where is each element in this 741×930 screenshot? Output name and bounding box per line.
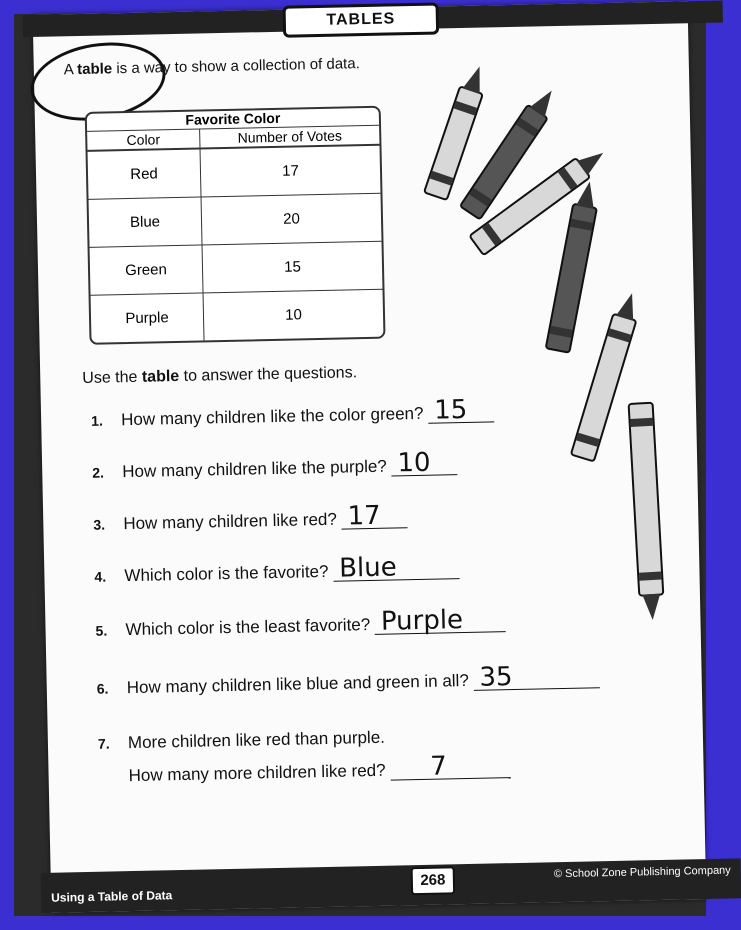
answer-7[interactable]: 7: [390, 753, 510, 781]
table-row: [89, 194, 382, 248]
column-header-color: Color: [87, 129, 200, 149]
table-title: Favorite Color: [87, 108, 379, 132]
intro-text: A table is a way to show a collection of data.: [63, 55, 360, 79]
crayon-icon: [628, 402, 665, 597]
cell-votes: 15: [283, 258, 302, 276]
question-6: 6. How many children like blue and green in all? 35: [96, 663, 599, 699]
footer-copyright: © School Zone Publishing Company: [553, 864, 731, 881]
table-row: [88, 146, 381, 200]
cell-color: Green: [90, 245, 204, 294]
footer-section-title: Using a Table of Data: [51, 888, 173, 905]
cell-color: Blue: [89, 197, 203, 246]
question-3: 3. How many children like red? 17: [93, 503, 408, 535]
worksheet-photo: [14, 10, 731, 916]
question-1: 1. How many children like the color green? 15: [91, 397, 495, 430]
cell-color: Red: [88, 149, 202, 198]
instructions: Use the table to answer the questions.: [82, 364, 358, 387]
answer-2[interactable]: 10: [391, 450, 458, 476]
crayon-icon: [570, 313, 638, 463]
page-number: 268: [411, 866, 456, 895]
answer-6[interactable]: 35: [473, 663, 599, 691]
question-5: 5. Which color is the least favorite? Purple: [95, 607, 506, 641]
page-title: TABLES: [283, 2, 440, 37]
cell-votes: 20: [282, 210, 301, 228]
column-header-votes: Number of Votes: [237, 127, 343, 146]
crayon-icon: [545, 203, 598, 354]
question-2: 2. How many children like the purple? 10: [92, 450, 458, 483]
cell-color: Purple: [91, 293, 205, 342]
cell-votes: 17: [281, 162, 300, 180]
question-4: 4. Which color is the favorite? Blue: [94, 554, 459, 587]
table-row: [91, 290, 384, 343]
favorite-color-table: [85, 106, 386, 345]
answer-4[interactable]: Blue: [333, 554, 459, 582]
worksheet-page: [33, 1, 731, 913]
answer-3[interactable]: 17: [341, 503, 408, 529]
answer-1[interactable]: 15: [428, 397, 495, 423]
footer-bar: [41, 858, 741, 913]
question-7: 7. More children like red than purple.: [97, 727, 386, 753]
table-row: [90, 242, 383, 296]
answer-5[interactable]: Purple: [375, 607, 506, 635]
cell-votes: 10: [284, 306, 303, 324]
question-7-line2: How many more children like red? 7: [98, 753, 510, 787]
